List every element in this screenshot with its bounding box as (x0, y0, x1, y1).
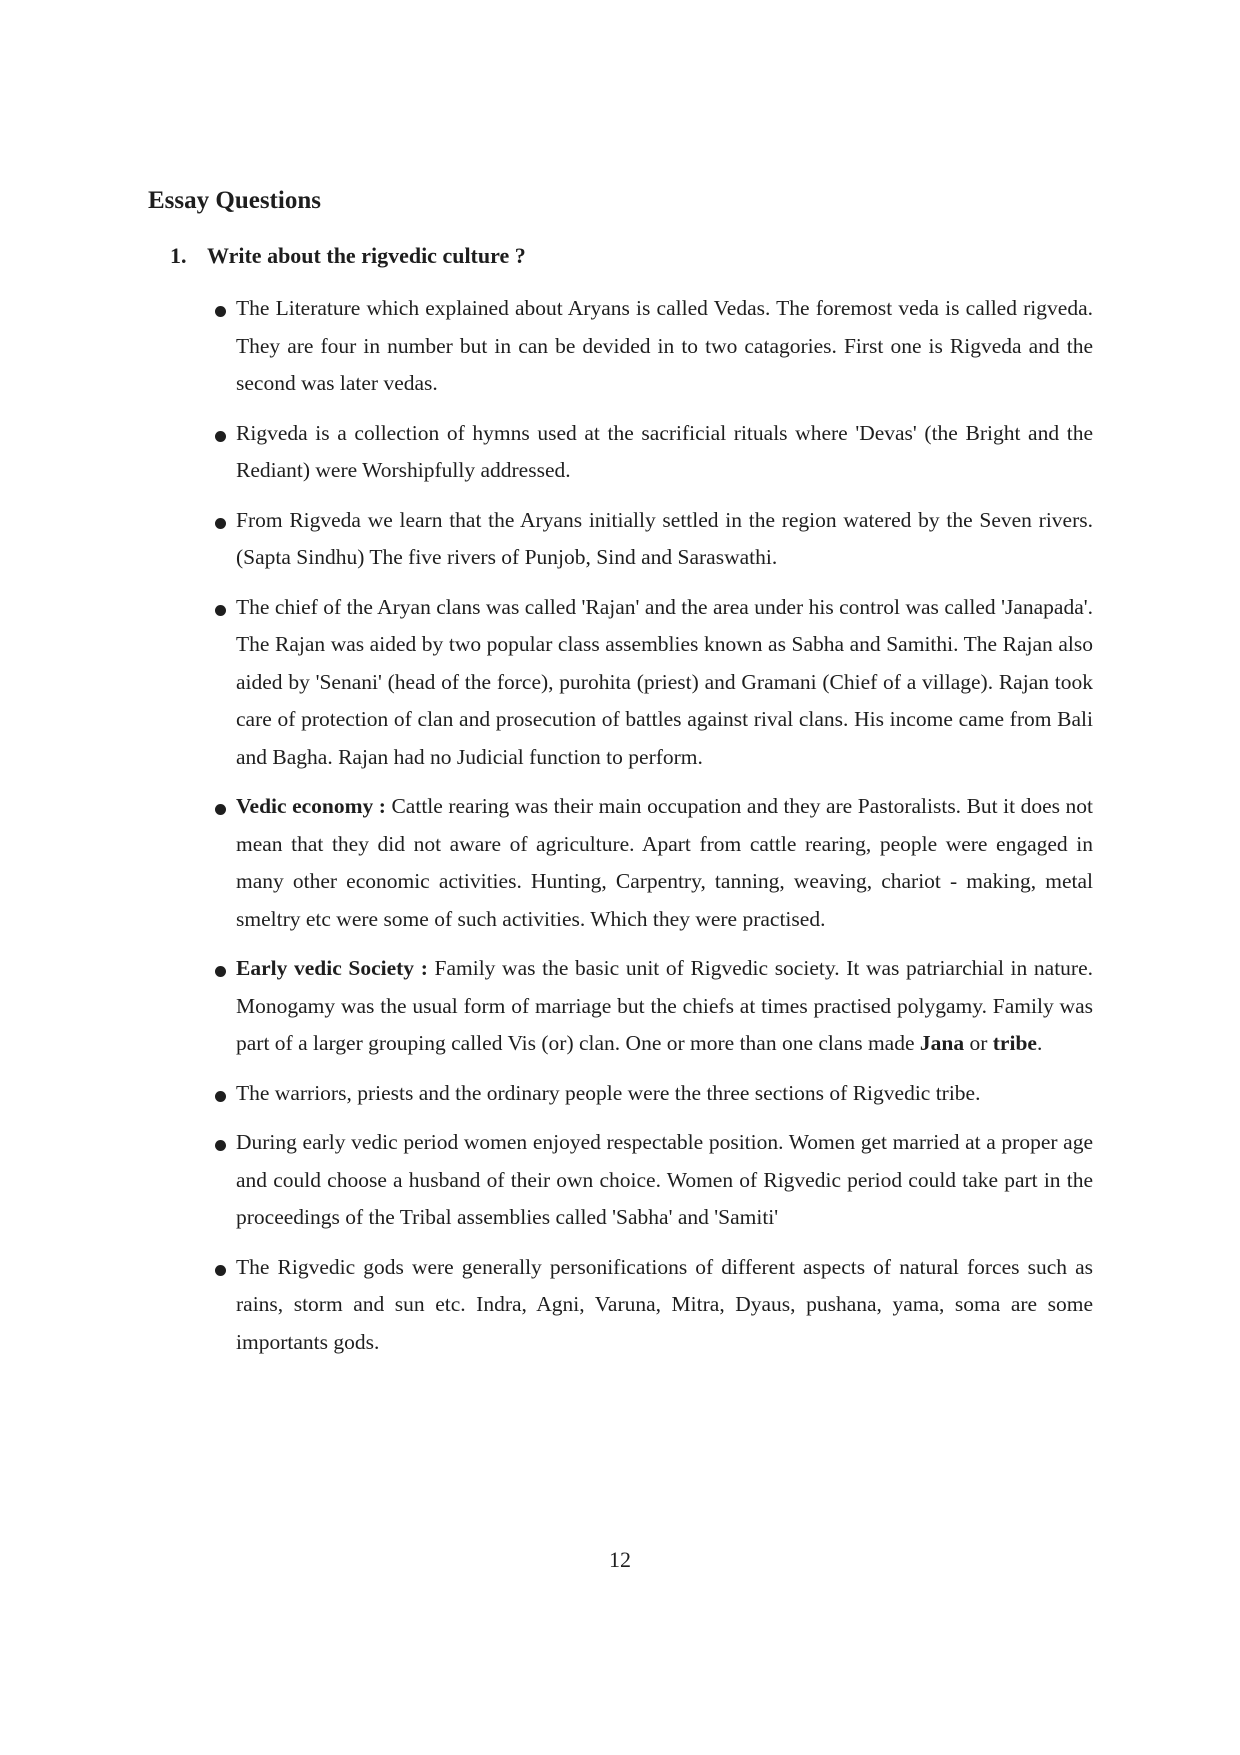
bullet-lead: Early vedic Society : (236, 956, 428, 980)
bullet-dot-icon (215, 1091, 226, 1102)
section-heading: Essay Questions (148, 187, 321, 214)
bullet-item-gods (213, 1249, 1093, 1362)
bullet-text: Rigveda is a collection of hymns used at the sacrificial rituals where 'Devas' (the Bright and the Rediant) were Worshipfully addressed. (236, 420, 1093, 482)
bullet-text: The chief of the Aryan clans was called 'Rajan' and the area under his control was called 'Janapada'. The Rajan was aided by two popular class assemblies known as Sabha and Samithi. The Rajan also aided by 'Senani' (head of the force), purohita (priest) and Gramani (Chief of a village). Rajan took care of protection of clan and prosecution of battles against rival clans. His income came from Bali and Bagha. Rajan had no Judicial function to perform. (236, 594, 1093, 769)
bullet-dot-icon (215, 1265, 226, 1276)
bullet-dot-icon (215, 605, 226, 616)
bullet-dot-icon (215, 431, 226, 442)
bullet-item-economy (213, 788, 1093, 938)
bullet-text: The Rigvedic gods were generally personifications of different aspects of natural forces such as rains, storm and sun etc. Indra, Agni, Varuna, Mitra, Dyaus, pushana, yama, soma are some importants gods. (236, 1254, 1093, 1354)
bullet-dot-icon (215, 1140, 226, 1151)
question-text: Write about the rigvedic culture ? (207, 243, 526, 268)
page-number: 12 (609, 1547, 631, 1572)
question-1 (170, 240, 526, 272)
bullet-dot-icon (215, 306, 226, 317)
bullet-text: Family was the basic unit of Rigvedic society. It was patriarchial in nature. Monogamy was the usual form of marriage but the chiefs at times practised polygamy. Family was part of a larger grouping called Vis (or) clan. One or more than one clans made (236, 956, 1093, 1055)
bullet-text: During early vedic period women enjoyed respectable position. Women get married at a proper age and could choose a husband of their own choice. Women of Rigvedic period could take part in the proceedings of the Tribal assemblies called 'Sabha' and 'Samiti' (236, 1130, 1093, 1229)
bullet-dot-icon (215, 518, 226, 529)
bullet-text-or: or (964, 1031, 993, 1055)
bullet-item-society (213, 950, 1093, 1063)
answer-bullet-list (213, 290, 1093, 1373)
bullet-item-literature (213, 290, 1093, 403)
bullet-item-hymns (213, 415, 1093, 490)
bullet-term-jana: Jana (919, 1031, 965, 1055)
bullet-item-rajan (213, 589, 1093, 777)
bullet-text: The warriors, priests and the ordinary people were the three sections of Rigvedic tribe. (236, 1080, 981, 1105)
bullet-text: Cattle rearing was their main occupation and they are Pastoralists. But it does not mean that they did not aware of agriculture. Apart from cattle rearing, people were engaged in many other economic activities. Hunting, Carpentry, tanning, weaving, chariot - making, metal smeltry etc were some of such activities. Which they were practised. (236, 794, 1093, 931)
bullet-dot-icon (215, 804, 226, 815)
bullet-text: From Rigveda we learn that the Aryans initially settled in the region watered by the Seven rivers. (Sapta Sindhu) The five rivers of Punjob, Sind and Saraswathi. (236, 507, 1093, 569)
bullet-item-sections (213, 1075, 1093, 1113)
question-number: 1. (170, 243, 187, 268)
bullet-dot-icon (215, 966, 226, 977)
bullet-text: The Literature which explained about Aryans is called Vedas. The foremost veda is called rigveda. They are four in number but in can be devided in to two catagories. First one is Rigveda and the second was later vedas. (236, 296, 1093, 395)
bullet-text-period: . (1036, 1031, 1043, 1055)
bullet-item-settlement (213, 502, 1093, 577)
bullet-lead: Vedic economy : (236, 794, 386, 818)
bullet-item-women (213, 1124, 1093, 1237)
bullet-term-tribe: tribe (992, 1031, 1037, 1055)
